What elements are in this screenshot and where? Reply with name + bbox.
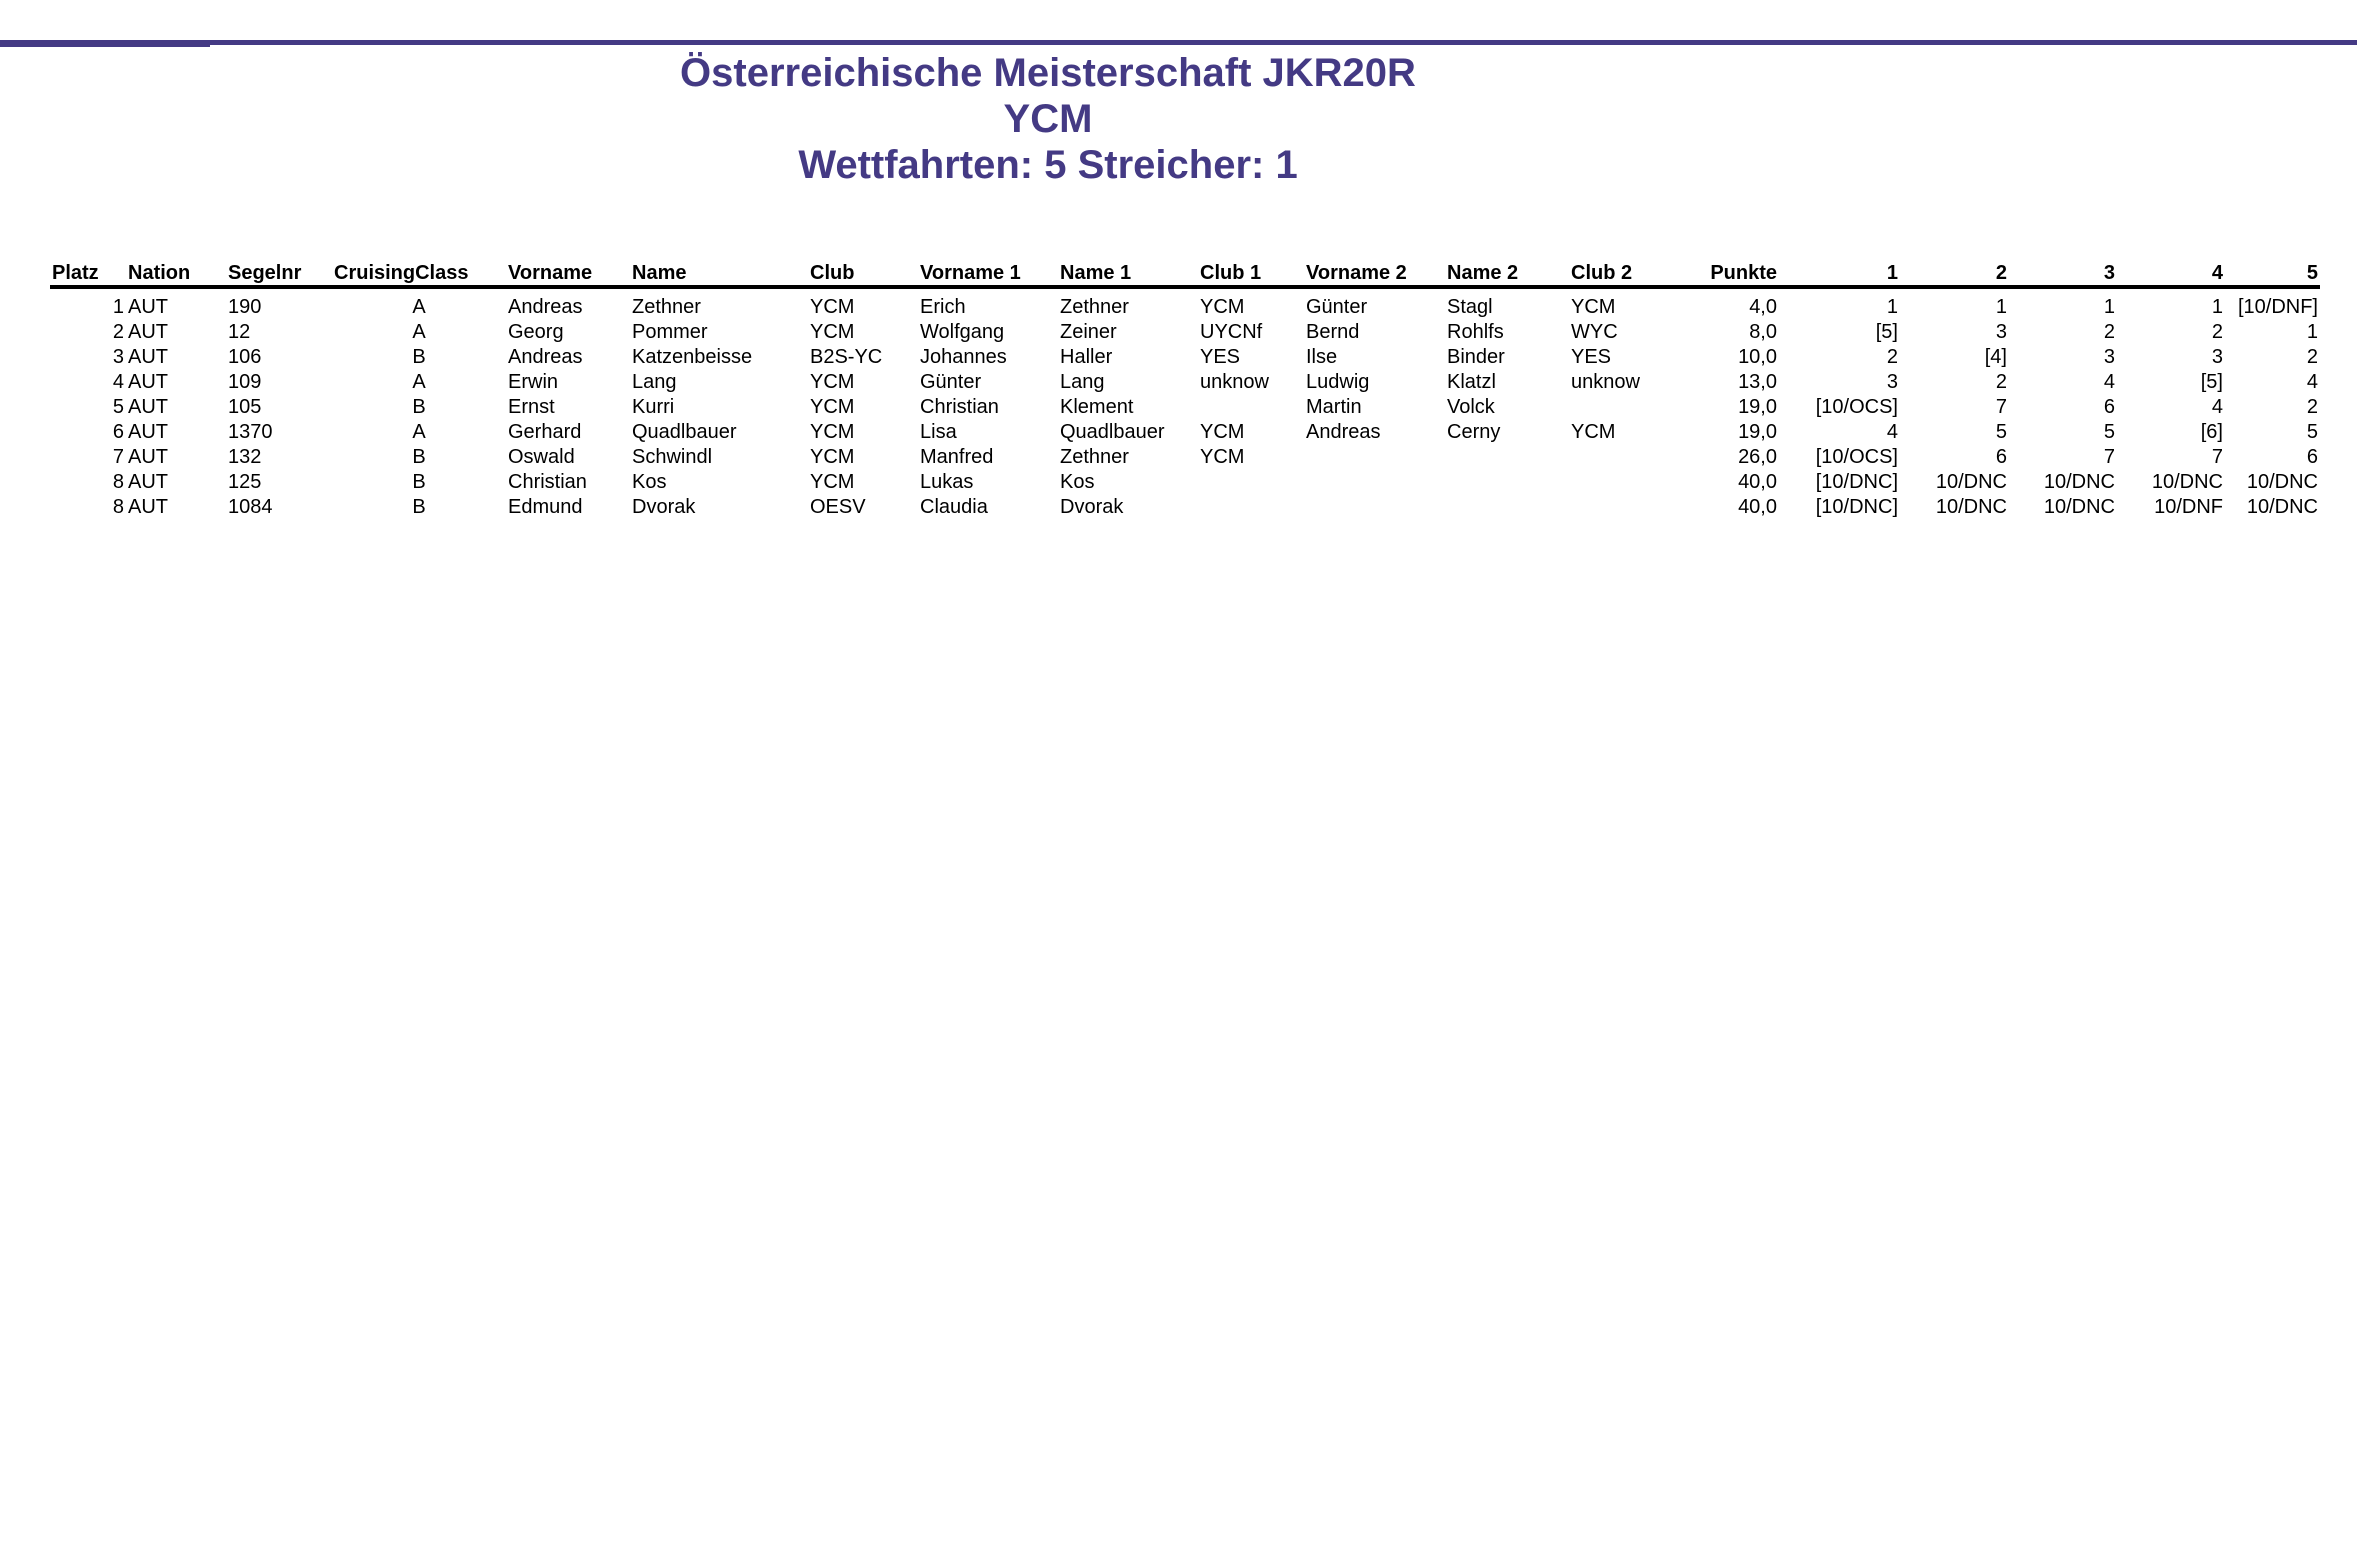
cell-race-1: [10/OCS] bbox=[1815, 396, 1898, 418]
results-table bbox=[50, 255, 2320, 520]
cell-club1: YES bbox=[1200, 346, 1241, 368]
cell-punkte: 19,0 bbox=[1738, 396, 1777, 418]
cell-platz: 8 bbox=[112, 471, 124, 493]
table-row bbox=[50, 370, 2320, 395]
cell-race-3: 6 bbox=[2103, 396, 2115, 418]
cell-punkte: 4,0 bbox=[1749, 296, 1777, 318]
cell-race-5: 6 bbox=[2306, 446, 2318, 468]
cell-club2 bbox=[1569, 445, 1669, 470]
cell-vorname: Erwin bbox=[508, 371, 559, 393]
header-platz: Platz bbox=[50, 255, 126, 287]
cell-segelnr: 125 bbox=[228, 471, 262, 493]
cell-club1: unknow bbox=[1200, 371, 1269, 393]
cell-race-3: 1 bbox=[2103, 296, 2115, 318]
header-name: Name bbox=[630, 255, 808, 287]
cell-vorname: Edmund bbox=[508, 496, 583, 518]
cell-nation: AUT bbox=[128, 371, 168, 393]
cell-vorname2: Bernd bbox=[1306, 321, 1360, 343]
cell-race-3: 5 bbox=[2103, 421, 2115, 443]
cell-race-2: 7 bbox=[1995, 396, 2007, 418]
cell-cruisingclass: A bbox=[412, 371, 426, 393]
cell-club: YCM bbox=[810, 296, 855, 318]
table-row bbox=[50, 420, 2320, 445]
cell-name: Kurri bbox=[632, 396, 675, 418]
top-rule bbox=[0, 40, 2357, 45]
cell-name1: Zethner bbox=[1060, 446, 1129, 468]
header-vorname: Vorname bbox=[506, 255, 630, 287]
cell-club: YCM bbox=[810, 371, 855, 393]
cell-name1: Kos bbox=[1060, 471, 1095, 493]
cell-club2 bbox=[1569, 395, 1669, 420]
table-row bbox=[50, 395, 2320, 420]
header-club: Club bbox=[808, 255, 918, 287]
cell-race-1: 2 bbox=[1886, 346, 1898, 368]
cell-club2: YES bbox=[1571, 346, 1612, 368]
cell-club1 bbox=[1198, 470, 1304, 495]
cell-race-5: 5 bbox=[2306, 421, 2318, 443]
cell-nation: AUT bbox=[128, 321, 168, 343]
cell-vorname1: Wolfgang bbox=[920, 321, 1005, 343]
cell-race-5: 10/DNC bbox=[2246, 471, 2318, 493]
cell-race-5: 2 bbox=[2306, 346, 2318, 368]
cell-name1: Haller bbox=[1060, 346, 1113, 368]
cell-name: Pommer bbox=[632, 321, 708, 343]
cell-race-2: 2 bbox=[1995, 371, 2007, 393]
cell-club1: UYCNf bbox=[1200, 321, 1263, 343]
cell-platz: 7 bbox=[112, 446, 124, 468]
cell-name1: Klement bbox=[1060, 396, 1134, 418]
cell-race-4: [6] bbox=[2200, 421, 2223, 443]
cell-name2: Stagl bbox=[1447, 296, 1493, 318]
cell-race-1: [10/DNC] bbox=[1815, 496, 1898, 518]
cell-segelnr: 109 bbox=[228, 371, 262, 393]
cell-cruisingclass: B bbox=[412, 446, 426, 468]
cell-segelnr: 1084 bbox=[228, 496, 273, 518]
cell-race-2: 10/DNC bbox=[1935, 471, 2007, 493]
cell-name2: Klatzl bbox=[1447, 371, 1496, 393]
cell-race-4: 10/DNF bbox=[2154, 496, 2223, 518]
cell-race-3: 2 bbox=[2103, 321, 2115, 343]
cell-race-2: [4] bbox=[1984, 346, 2007, 368]
cell-vorname1: Günter bbox=[920, 371, 982, 393]
cell-cruisingclass: B bbox=[412, 346, 426, 368]
cell-name: Lang bbox=[632, 371, 677, 393]
cell-vorname2 bbox=[1304, 445, 1445, 470]
cell-vorname1: Christian bbox=[920, 396, 999, 418]
table-row bbox=[50, 345, 2320, 370]
cell-platz: 1 bbox=[112, 296, 124, 318]
cell-race-5: 4 bbox=[2306, 371, 2318, 393]
cell-vorname1: Claudia bbox=[920, 496, 988, 518]
cell-cruisingclass: A bbox=[412, 296, 426, 318]
cell-nation: AUT bbox=[128, 396, 168, 418]
cell-nation: AUT bbox=[128, 471, 168, 493]
cell-punkte: 26,0 bbox=[1738, 446, 1777, 468]
cell-vorname2 bbox=[1304, 470, 1445, 495]
header-race-1: 1 bbox=[1779, 255, 1900, 287]
cell-platz: 8 bbox=[112, 496, 124, 518]
cell-race-1: [10/OCS] bbox=[1815, 446, 1898, 468]
cell-race-2: 1 bbox=[1995, 296, 2007, 318]
cell-club2: YCM bbox=[1571, 296, 1616, 318]
cell-race-3: 4 bbox=[2103, 371, 2115, 393]
cell-vorname: Gerhard bbox=[508, 421, 582, 443]
header-name2: Name 2 bbox=[1445, 255, 1569, 287]
cell-race-4: 10/DNC bbox=[2151, 471, 2223, 493]
cell-cruisingclass: A bbox=[412, 421, 426, 443]
header-race-4: 4 bbox=[2117, 255, 2225, 287]
header-vorname1: Vorname 1 bbox=[918, 255, 1058, 287]
table-row bbox=[50, 320, 2320, 345]
cell-race-1: 4 bbox=[1886, 421, 1898, 443]
cell-cruisingclass: B bbox=[412, 471, 426, 493]
top-rule-accent bbox=[0, 44, 210, 47]
cell-segelnr: 12 bbox=[228, 321, 251, 343]
cell-race-2: 10/DNC bbox=[1935, 496, 2007, 518]
cell-segelnr: 190 bbox=[228, 296, 262, 318]
cell-punkte: 40,0 bbox=[1738, 496, 1777, 518]
cell-vorname2 bbox=[1304, 495, 1445, 520]
table-row bbox=[50, 495, 2320, 520]
cell-name1: Lang bbox=[1060, 371, 1105, 393]
cell-platz: 4 bbox=[112, 371, 124, 393]
header-name1: Name 1 bbox=[1058, 255, 1198, 287]
cell-race-3: 3 bbox=[2103, 346, 2115, 368]
cell-club2 bbox=[1569, 495, 1669, 520]
cell-name: Zethner bbox=[632, 296, 701, 318]
cell-vorname1: Lisa bbox=[920, 421, 957, 443]
cell-name1: Zeiner bbox=[1060, 321, 1117, 343]
cell-club2 bbox=[1569, 470, 1669, 495]
cell-vorname: Andreas bbox=[508, 346, 583, 368]
cell-punkte: 8,0 bbox=[1749, 321, 1777, 343]
cell-vorname1: Erich bbox=[920, 296, 966, 318]
cell-punkte: 13,0 bbox=[1738, 371, 1777, 393]
cell-nation: AUT bbox=[128, 346, 168, 368]
cell-race-4: [5] bbox=[2200, 371, 2223, 393]
cell-vorname2: Ludwig bbox=[1306, 371, 1370, 393]
header-race-3: 3 bbox=[2009, 255, 2117, 287]
cell-race-4: 2 bbox=[2211, 321, 2223, 343]
table-row bbox=[50, 445, 2320, 470]
cell-race-4: 4 bbox=[2211, 396, 2223, 418]
cell-vorname1: Johannes bbox=[920, 346, 1007, 368]
cell-vorname2: Andreas bbox=[1306, 421, 1381, 443]
cell-club: YCM bbox=[810, 421, 855, 443]
title-block bbox=[0, 50, 2096, 188]
cell-platz: 6 bbox=[112, 421, 124, 443]
cell-race-1: 1 bbox=[1886, 296, 1898, 318]
cell-race-4: 7 bbox=[2211, 446, 2223, 468]
cell-vorname: Andreas bbox=[508, 296, 583, 318]
cell-name: Schwindl bbox=[632, 446, 713, 468]
cell-nation: AUT bbox=[128, 421, 168, 443]
cell-platz: 5 bbox=[112, 396, 124, 418]
cell-race-2: 5 bbox=[1995, 421, 2007, 443]
cell-race-5: 2 bbox=[2306, 396, 2318, 418]
cell-club1 bbox=[1198, 495, 1304, 520]
cell-name2 bbox=[1445, 495, 1569, 520]
cell-race-2: 6 bbox=[1995, 446, 2007, 468]
cell-punkte: 19,0 bbox=[1738, 421, 1777, 443]
cell-name2: Volck bbox=[1447, 396, 1495, 418]
header-punkte: Punkte bbox=[1669, 255, 1779, 287]
cell-vorname2: Ilse bbox=[1306, 346, 1338, 368]
cell-cruisingclass: A bbox=[412, 321, 426, 343]
cell-platz: 2 bbox=[112, 321, 124, 343]
header-race-5: 5 bbox=[2225, 255, 2320, 287]
cell-race-1: 3 bbox=[1886, 371, 1898, 393]
cell-name1: Zethner bbox=[1060, 296, 1129, 318]
cell-vorname: Georg bbox=[508, 321, 564, 343]
cell-race-1: [10/DNC] bbox=[1815, 471, 1898, 493]
club-title: YCM bbox=[1003, 97, 1093, 141]
page-title: Österreichische Meisterschaft JKR20R bbox=[680, 51, 1416, 95]
cell-segelnr: 1370 bbox=[228, 421, 273, 443]
cell-club2: unknow bbox=[1571, 371, 1640, 393]
cell-vorname: Christian bbox=[508, 471, 587, 493]
race-info: Wettfahrten: 5 Streicher: 1 bbox=[798, 143, 1298, 187]
cell-cruisingclass: B bbox=[412, 396, 426, 418]
cell-club1: YCM bbox=[1200, 421, 1245, 443]
cell-punkte: 10,0 bbox=[1738, 346, 1777, 368]
cell-name: Dvorak bbox=[632, 496, 696, 518]
cell-name1: Dvorak bbox=[1060, 496, 1124, 518]
cell-race-3: 10/DNC bbox=[2043, 496, 2115, 518]
cell-name2: Binder bbox=[1447, 346, 1505, 368]
table-row bbox=[50, 470, 2320, 495]
cell-race-1: [5] bbox=[1875, 321, 1898, 343]
cell-club: YCM bbox=[810, 396, 855, 418]
header-segelnr: Segelnr bbox=[226, 255, 332, 287]
header-vorname2: Vorname 2 bbox=[1304, 255, 1445, 287]
cell-club: YCM bbox=[810, 471, 855, 493]
cell-cruisingclass: B bbox=[412, 496, 426, 518]
cell-club: OESV bbox=[810, 496, 866, 518]
cell-vorname1: Lukas bbox=[920, 471, 974, 493]
cell-race-5: 10/DNC bbox=[2246, 496, 2318, 518]
cell-segelnr: 105 bbox=[228, 396, 262, 418]
cell-name2 bbox=[1445, 470, 1569, 495]
cell-name2: Rohlfs bbox=[1447, 321, 1504, 343]
cell-club: B2S-YC bbox=[810, 346, 883, 368]
cell-segelnr: 132 bbox=[228, 446, 262, 468]
header-row bbox=[50, 255, 2320, 287]
cell-race-2: 3 bbox=[1995, 321, 2007, 343]
cell-club: YCM bbox=[810, 446, 855, 468]
cell-nation: AUT bbox=[128, 296, 168, 318]
cell-name: Quadlbauer bbox=[632, 421, 737, 443]
cell-race-5: 1 bbox=[2306, 321, 2318, 343]
cell-race-3: 7 bbox=[2103, 446, 2115, 468]
header-club2: Club 2 bbox=[1569, 255, 1669, 287]
cell-vorname: Ernst bbox=[508, 396, 555, 418]
cell-name2 bbox=[1445, 445, 1569, 470]
cell-club1: YCM bbox=[1200, 296, 1245, 318]
cell-race-3: 10/DNC bbox=[2043, 471, 2115, 493]
table-row bbox=[50, 287, 2320, 320]
header-club1: Club 1 bbox=[1198, 255, 1304, 287]
cell-club1 bbox=[1198, 395, 1304, 420]
cell-nation: AUT bbox=[128, 496, 168, 518]
cell-name: Kos bbox=[632, 471, 667, 493]
cell-race-5: [10/DNF] bbox=[2237, 296, 2318, 318]
cell-race-4: 3 bbox=[2211, 346, 2223, 368]
cell-name: Katzenbeisse bbox=[632, 346, 753, 368]
cell-vorname2: Martin bbox=[1306, 396, 1362, 418]
cell-name2: Cerny bbox=[1447, 421, 1501, 443]
cell-club2: WYC bbox=[1571, 321, 1618, 343]
cell-segelnr: 106 bbox=[228, 346, 262, 368]
cell-race-4: 1 bbox=[2211, 296, 2223, 318]
header-cruisingclass: CruisingClass bbox=[332, 255, 506, 287]
header-nation: Nation bbox=[126, 255, 226, 287]
cell-platz: 3 bbox=[112, 346, 124, 368]
cell-vorname: Oswald bbox=[508, 446, 575, 468]
cell-nation: AUT bbox=[128, 446, 168, 468]
cell-club: YCM bbox=[810, 321, 855, 343]
cell-vorname1: Manfred bbox=[920, 446, 994, 468]
cell-name1: Quadlbauer bbox=[1060, 421, 1165, 443]
cell-club2: YCM bbox=[1571, 421, 1616, 443]
cell-club1: YCM bbox=[1200, 446, 1245, 468]
cell-punkte: 40,0 bbox=[1738, 471, 1777, 493]
cell-vorname2: Günter bbox=[1306, 296, 1368, 318]
header-race-2: 2 bbox=[1900, 255, 2009, 287]
